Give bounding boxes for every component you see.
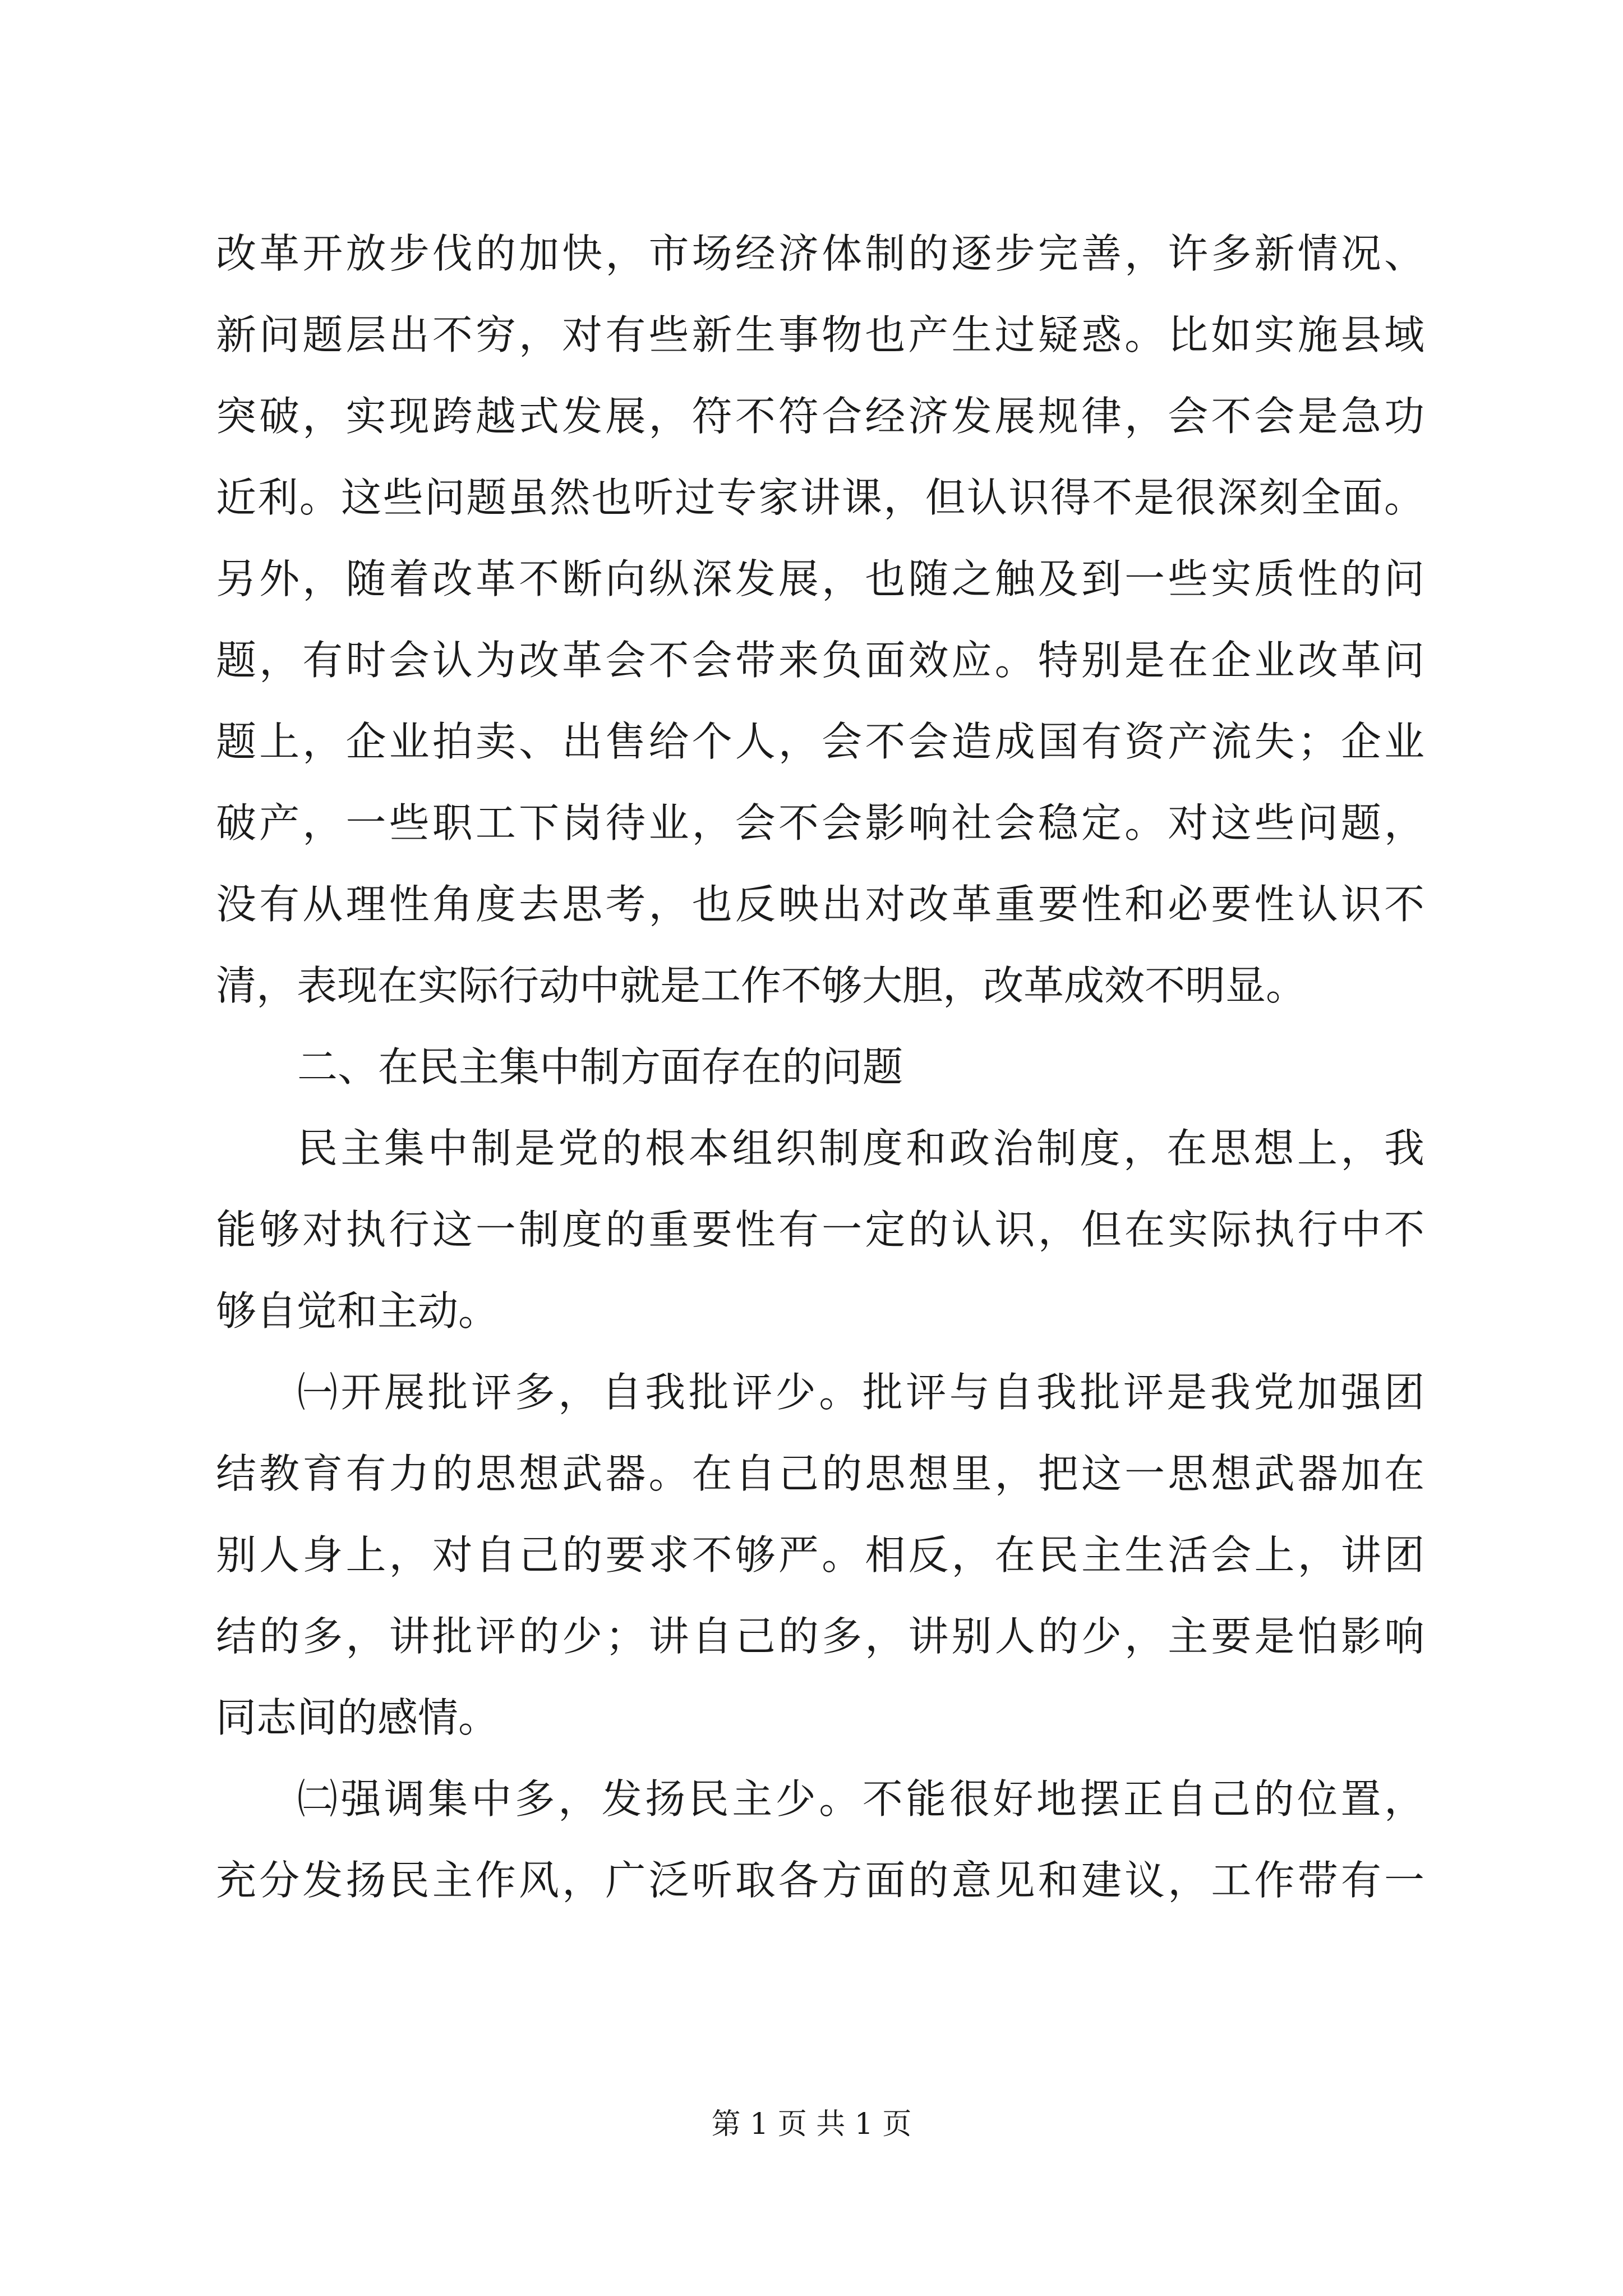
text-line: 别人身上，对自己的要求不够严。相反，在民主生活会上，讲团 xyxy=(216,1531,1424,1579)
document-body xyxy=(216,213,1424,1921)
text-line: 另外，随着改革不断向纵深发展，也随之触及到一些实质性的问 xyxy=(216,555,1424,602)
text-line: 破产，一些职工下岗待业，会不会影响社会稳定。对这些问题， xyxy=(216,799,1424,846)
text-line: 能够对执行这一制度的重要性有一定的认识，但在实际执行中不 xyxy=(216,1206,1424,1253)
text-line: 结教育有力的思想武器。在自己的思想里，把这一思想武器加在 xyxy=(216,1450,1424,1497)
text-line: 改革开放步伐的加快，市场经济体制的逐步完善，许多新情况、 xyxy=(216,230,1424,277)
text-line: 没有从理性角度去思考，也反映出对改革重要性和必要性认识不 xyxy=(216,881,1424,928)
text-line: 近利。这些问题虽然也听过专家讲课，但认识得不是很深刻全面。 xyxy=(216,474,1424,521)
page-number-footer: 第 1 页 共 1 页 xyxy=(711,2108,912,2141)
text-line: 题，有时会认为改革会不会带来负面效应。特别是在企业改革问 xyxy=(216,637,1424,684)
text-line: ㈠开展批评多，自我批评少。批评与自我批评是我党加强团 xyxy=(297,1369,1424,1416)
text-line: 同志间的感情。 xyxy=(216,1694,499,1741)
text-line: 充分发扬民主作风，广泛听取各方面的意见和建议，工作带有一 xyxy=(216,1857,1424,1904)
text-line: 民主集中制是党的根本组织制度和政治制度，在思想上，我 xyxy=(297,1125,1424,1172)
text-line: 够自觉和主动。 xyxy=(216,1287,499,1335)
text-line: 结的多，讲批评的少；讲自己的多，讲别人的少，主要是怕影响 xyxy=(216,1613,1424,1660)
text-line: 清，表现在实际行动中就是工作不够大胆，改革成效不明显。 xyxy=(216,962,1307,1009)
text-line: 题上，企业拍卖、出售给个人，会不会造成国有资产流失；企业 xyxy=(216,718,1424,765)
text-line: 新问题层出不穷，对有些新生事物也产生过疑惑。比如实施县域 xyxy=(216,311,1424,358)
text-line: 突破，实现跨越式发展，符不符合经济发展规律，会不会是急功 xyxy=(216,393,1424,440)
section-heading: 二、在民主集中制方面存在的问题 xyxy=(297,1043,903,1091)
text-line: ㈡强调集中多，发扬民主少。不能很好地摆正自己的位置， xyxy=(297,1775,1424,1823)
